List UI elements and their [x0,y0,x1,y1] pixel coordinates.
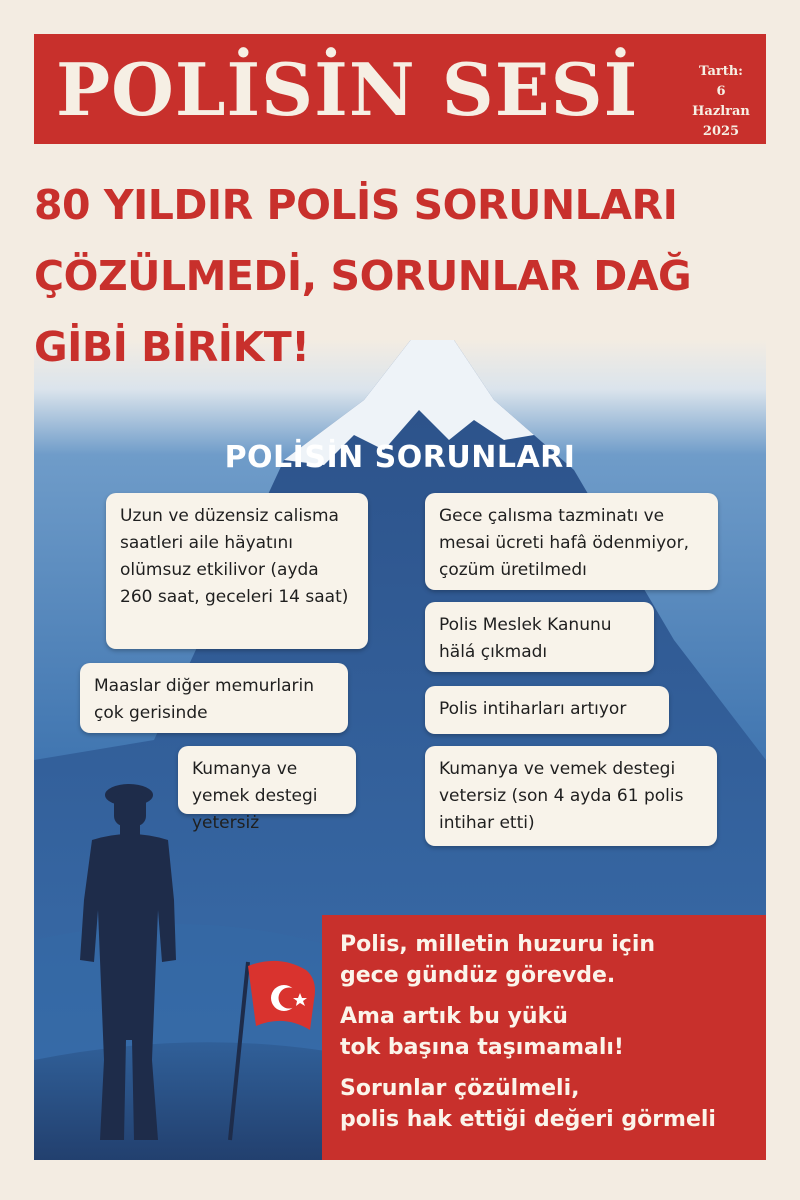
call-to-action-box [322,915,766,1160]
issue-date [686,62,756,142]
main-headline [34,170,774,383]
masthead [34,34,766,144]
callout-paragraph-3 [340,1073,748,1135]
problem-card-working-hours: Uzun ve düzensiz calisma saatleri aile häyatını olümsuz etkilivor (ayda 260 saat, geceleri 14 saat) [106,493,368,649]
callout-line: Polis, milletin huzuru için [340,932,656,957]
newspaper-title: POLİSİN SESİ [56,47,639,132]
date-day: 6 Hazlran [692,84,750,119]
problem-card-food-support: Kumanya ve yemek destegi yetersiż [178,746,356,814]
headline-line-2: ÇÖZÜLMEDİ, SORUNLAR DAĞ [34,252,692,300]
problem-card-suicides: Polis intiharları artıyor [425,686,669,734]
problem-card-night-pay: Gece çalısma tazminatı ve mesai ücreti hafâ ödenmiyor, çozüm üretilmedı [425,493,718,590]
date-year: 2025 [702,124,740,139]
callout-line: Ama artık bu yükü [340,1004,568,1029]
callout-paragraph-1 [340,929,748,991]
problem-card-police-law: Polis Meslek Kanunu hälá çıkmadı [425,602,654,672]
turkish-flag-icon [248,961,315,1030]
headline-line-3: GİBİ BİRİKT! [34,323,310,371]
headline-line-1: 80 YILDIR POLİS SORUNLARI [34,181,678,229]
callout-line: Sorunlar çözülmeli, [340,1076,580,1101]
problem-card-salaries: Maaslar diğer memurlarin çok gerisinde [80,663,348,733]
problem-card-food-support-suicides: Kumanya ve vemek destegi vetersiz (son 4 ayda 61 polis intihar etti) [425,746,717,846]
callout-line: polis hak ettiği değeri görmeli [340,1107,716,1132]
section-title: POLİSİN SORUNLARI [224,440,576,475]
date-label: Tarth: [699,64,743,79]
callout-paragraph-2 [340,1001,748,1063]
callout-line: gece gündüz görevde. [340,963,616,988]
callout-line: tok başına taşımamalı! [340,1035,624,1060]
